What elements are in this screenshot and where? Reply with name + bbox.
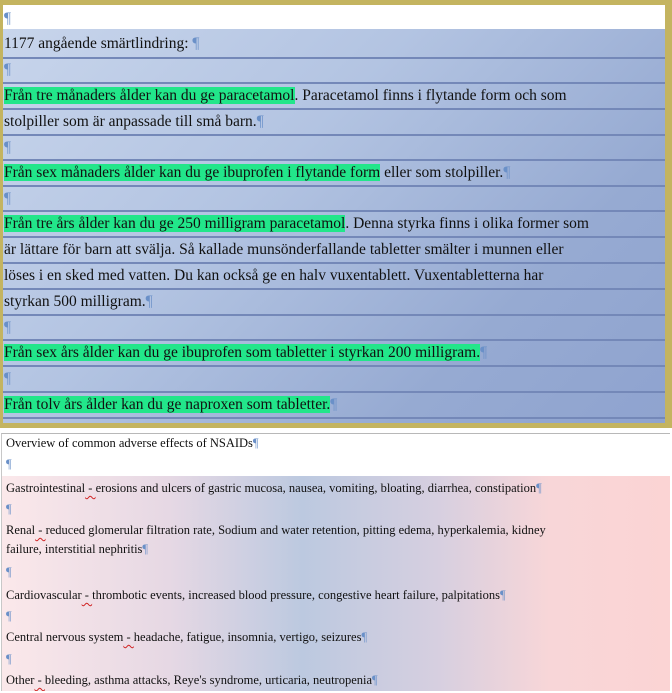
pilcrow-icon: ¶ (4, 61, 12, 78)
effect-text: bleeding, asthma attacks, Reye's syndrome, urticaria, neutropenia (44, 673, 373, 687)
pilcrow-icon: ¶ (4, 370, 12, 387)
pilcrow-icon: ¶ (4, 10, 12, 27)
pilcrow-icon: ¶ (503, 164, 511, 181)
pilcrow-icon: ¶ (6, 457, 12, 471)
effect-text: headache, fatigue, insomnia, vertigo, seizures (133, 630, 362, 644)
pilcrow-icon: ¶ (6, 652, 12, 666)
line-divider (3, 185, 665, 187)
paragraph-text: stolpiller som är anpassade till små barn. (4, 113, 257, 130)
paragraph-3-line-4[interactable] (4, 292, 153, 312)
document-body-background (2, 476, 670, 691)
line-divider (3, 236, 665, 238)
pilcrow-icon: ¶ (499, 588, 506, 602)
doc-heading[interactable] (4, 34, 199, 54)
empty-paragraph[interactable] (4, 318, 11, 338)
pilcrow-icon: ¶ (6, 609, 12, 623)
line-divider (3, 365, 665, 367)
highlighted-text: Från sex års ålder kan du ge ibuprofen som tabletter i styrkan 200 milligram. (4, 344, 481, 361)
adverse-effect-item[interactable] (6, 522, 546, 538)
document-top-margin (3, 5, 665, 29)
highlighted-text: Från tre månaders ålder kan du ge paracetamol (4, 87, 295, 104)
line-divider (3, 159, 665, 161)
line-divider (3, 57, 665, 59)
pilcrow-icon: ¶ (192, 35, 200, 52)
paragraph-text: styrkan 500 milligram. (4, 293, 146, 310)
empty-paragraph[interactable] (6, 608, 12, 624)
line-divider (3, 339, 665, 341)
line-divider (3, 417, 665, 419)
line-divider (3, 108, 665, 110)
effect-label: Other (6, 673, 35, 687)
pilcrow-icon: ¶ (480, 344, 488, 361)
effect-label: Renal (6, 523, 36, 537)
line-divider (3, 82, 665, 84)
adverse-effect-item[interactable] (6, 672, 378, 688)
adverse-effect-item[interactable] (6, 629, 367, 645)
pilcrow-icon: ¶ (330, 396, 338, 413)
pilcrow-icon: ¶ (4, 190, 12, 207)
paragraph-text: . Paracetamol finns i flytande form och som (294, 87, 567, 104)
empty-paragraph[interactable] (6, 501, 12, 517)
paragraph-text: löses i en sked med vatten. Du kan också ge en halv vuxentablett. Vuxentabletterna har (4, 267, 544, 284)
effect-label: Cardiovascular (6, 588, 82, 602)
effect-separator: - (81, 588, 93, 602)
highlighted-text: Från tolv års ålder kan du ge naproxen som tabletter. (4, 396, 331, 413)
line-divider (3, 134, 665, 136)
paragraph-2[interactable] (4, 163, 510, 183)
line-divider (3, 210, 665, 212)
effect-separator: - (34, 673, 45, 687)
paragraph-3-line-1[interactable] (4, 214, 589, 234)
pilcrow-icon: ¶ (142, 542, 149, 556)
highlighted-text: Från sex månaders ålder kan du ge ibuprofen i flytande form (4, 164, 381, 181)
pilcrow-icon: ¶ (4, 139, 12, 156)
empty-paragraph[interactable] (4, 9, 11, 29)
paragraph-4[interactable] (4, 343, 487, 363)
highlighted-text: Från tre års ålder kan du ge 250 milligram paracetamol (4, 215, 346, 232)
heading-text: 1177 angående smärtlindring: (4, 35, 189, 52)
effect-separator: - (85, 481, 96, 495)
empty-paragraph[interactable] (6, 456, 12, 472)
nsaid-document-frame (0, 428, 672, 693)
line-divider (3, 391, 665, 393)
adverse-effect-item[interactable] (6, 480, 542, 496)
pilcrow-icon: ¶ (536, 481, 542, 495)
pilcrow-icon: ¶ (372, 673, 378, 687)
pilcrow-icon: ¶ (6, 502, 12, 516)
adverse-effect-item[interactable] (6, 587, 506, 603)
pilcrow-icon: ¶ (252, 436, 259, 450)
effect-label: Gastrointestinal (6, 481, 86, 495)
pilcrow-icon: ¶ (6, 565, 12, 579)
effect-label: Central nervous system (6, 630, 124, 644)
effect-text: erosions and ulcers of gastric mucosa, nausea, vomiting, bloating, diarrhea, constipation (95, 481, 537, 495)
empty-paragraph[interactable] (4, 369, 11, 389)
line-divider (3, 288, 665, 290)
effect-text: failure, interstitial nephritis (6, 542, 143, 556)
doc-heading[interactable] (6, 435, 259, 451)
paragraph-text: är lättare för barn att svälja. Så kallade munsönderfallande tabletter smälter i munnen eller (4, 241, 564, 258)
paragraph-text: . Denna styrka finns i olika former som (345, 215, 589, 232)
line-divider (3, 262, 665, 264)
effect-separator: - (123, 630, 134, 644)
heading-text: Overview of common adverse effects of NSAIDs (6, 436, 253, 450)
paragraph-1-line-2[interactable] (4, 112, 264, 132)
paragraph-3-line-3[interactable] (4, 266, 543, 286)
empty-paragraph[interactable] (4, 138, 11, 158)
effect-text: reduced glomerular filtration rate, Sodium and water retention, pitting edema, hyperkalemia, kidney (45, 523, 546, 537)
paragraph-text: eller som stolpiller. (380, 164, 504, 181)
pilcrow-icon: ¶ (145, 293, 153, 310)
empty-paragraph[interactable] (6, 651, 12, 667)
empty-paragraph[interactable] (4, 189, 11, 209)
effect-text: thrombotic events, increased blood pressure, congestive heart failure, palpitations (92, 588, 500, 602)
paragraph-3-line-2[interactable] (4, 240, 564, 260)
line-divider (3, 314, 665, 316)
empty-paragraph[interactable] (4, 60, 11, 80)
effect-separator: - (35, 523, 46, 537)
nsaid-document-page[interactable] (1, 433, 670, 691)
pilcrow-icon: ¶ (256, 113, 264, 130)
pilcrow-icon: ¶ (4, 319, 12, 336)
empty-paragraph[interactable] (6, 564, 12, 580)
swedish-document-page[interactable] (3, 5, 665, 423)
paragraph-1-line-1[interactable] (4, 86, 567, 106)
paragraph-5[interactable] (4, 395, 337, 415)
pilcrow-icon: ¶ (361, 630, 368, 644)
adverse-effect-item-continued[interactable] (6, 541, 148, 557)
